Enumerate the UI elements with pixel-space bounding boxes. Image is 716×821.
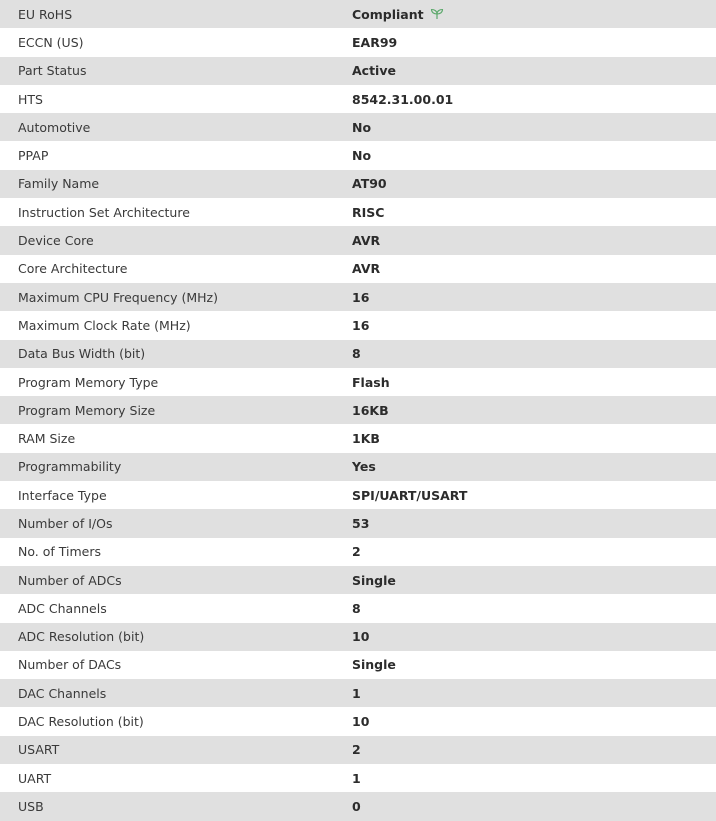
spec-value: 1 — [352, 770, 361, 786]
spec-value: 1 — [352, 685, 361, 701]
spec-value: 8 — [352, 346, 361, 362]
spec-label: Part Status — [18, 63, 87, 79]
spec-row-program-memory-type — [0, 368, 716, 396]
spec-value: EAR99 — [352, 34, 398, 50]
spec-row-part-status — [0, 57, 716, 85]
spec-row-dac-resolution — [0, 707, 716, 735]
spec-label: USB — [18, 798, 44, 814]
spec-row-programmability — [0, 453, 716, 481]
spec-label: ADC Channels — [18, 600, 107, 616]
spec-value: 2 — [352, 544, 361, 560]
spec-label: ADC Resolution (bit) — [18, 629, 145, 645]
spec-row-device-core — [0, 226, 716, 254]
spec-row-dac-channels — [0, 679, 716, 707]
spec-label: ECCN (US) — [18, 34, 84, 50]
spec-value: Single — [352, 657, 396, 673]
spec-label: DAC Channels — [18, 685, 107, 701]
spec-value: 10 — [352, 714, 370, 730]
spec-label: Maximum CPU Frequency (MHz) — [18, 289, 218, 305]
spec-label: Programmability — [18, 459, 122, 475]
spec-label: Data Bus Width (bit) — [18, 346, 146, 362]
spec-value: No — [352, 119, 372, 135]
spec-label: Automotive — [18, 119, 91, 135]
spec-row-max-cpu-frequency — [0, 283, 716, 311]
spec-row-ppap — [0, 141, 716, 169]
spec-row-eu-rohs — [0, 0, 716, 28]
spec-label: USART — [18, 742, 60, 758]
spec-label: Number of ADCs — [18, 572, 122, 588]
spec-label: HTS — [18, 91, 43, 107]
spec-value: No — [352, 148, 372, 164]
spec-row-adc-channels — [0, 594, 716, 622]
spec-label: EU RoHS — [18, 6, 73, 22]
spec-value: Flash — [352, 374, 390, 390]
spec-value: 1KB — [352, 431, 380, 447]
spec-value: 16KB — [352, 402, 389, 418]
spec-row-hts — [0, 85, 716, 113]
spec-row-core-architecture — [0, 255, 716, 283]
spec-value: Compliant — [352, 6, 424, 22]
spec-label: DAC Resolution (bit) — [18, 714, 144, 730]
spec-label: Interface Type — [18, 487, 107, 503]
spec-label: Program Memory Size — [18, 402, 156, 418]
spec-label: Core Architecture — [18, 261, 128, 277]
spec-row-program-memory-size — [0, 396, 716, 424]
spec-row-automotive — [0, 113, 716, 141]
spec-label: Instruction Set Architecture — [18, 204, 190, 220]
spec-value: Single — [352, 572, 396, 588]
spec-value: 16 — [352, 289, 370, 305]
spec-value: AT90 — [352, 176, 387, 192]
spec-value: Yes — [352, 459, 376, 475]
spec-value: AVR — [352, 233, 381, 249]
spec-row-number-of-ios — [0, 509, 716, 537]
spec-value: 10 — [352, 629, 370, 645]
spec-row-interface-type — [0, 481, 716, 509]
spec-label: PPAP — [18, 148, 49, 164]
spec-value: Active — [352, 63, 396, 79]
spec-label: RAM Size — [18, 431, 76, 447]
spec-row-uart — [0, 764, 716, 792]
spec-value-container — [352, 7, 716, 22]
spec-row-data-bus-width — [0, 340, 716, 368]
spec-value: 16 — [352, 317, 370, 333]
spec-row-eccn — [0, 28, 716, 56]
spec-value: 8 — [352, 600, 361, 616]
spec-row-number-of-adcs — [0, 566, 716, 594]
spec-label: Family Name — [18, 176, 100, 192]
spec-row-ram-size — [0, 424, 716, 452]
spec-row-isa — [0, 198, 716, 226]
spec-value: 0 — [352, 798, 361, 814]
spec-row-number-of-dacs — [0, 651, 716, 679]
spec-label: Number of I/Os — [18, 515, 113, 531]
spec-row-family-name — [0, 170, 716, 198]
spec-label: No. of Timers — [18, 544, 101, 560]
leaf-icon — [430, 8, 444, 20]
spec-label: Program Memory Type — [18, 374, 159, 390]
spec-value: SPI/UART/USART — [352, 487, 468, 503]
spec-row-adc-resolution — [0, 623, 716, 651]
spec-label: Maximum Clock Rate (MHz) — [18, 317, 191, 333]
spec-value: RISC — [352, 204, 385, 220]
spec-value: 2 — [352, 742, 361, 758]
spec-row-timers — [0, 538, 716, 566]
spec-label: UART — [18, 770, 52, 786]
spec-value: 8542.31.00.01 — [352, 91, 454, 107]
spec-row-max-clock-rate — [0, 311, 716, 339]
spec-label: Number of DACs — [18, 657, 122, 673]
spec-label: Device Core — [18, 233, 94, 249]
spec-row-usb — [0, 792, 716, 820]
spec-value: 53 — [352, 515, 370, 531]
spec-row-usart — [0, 736, 716, 764]
spec-value: AVR — [352, 261, 381, 277]
